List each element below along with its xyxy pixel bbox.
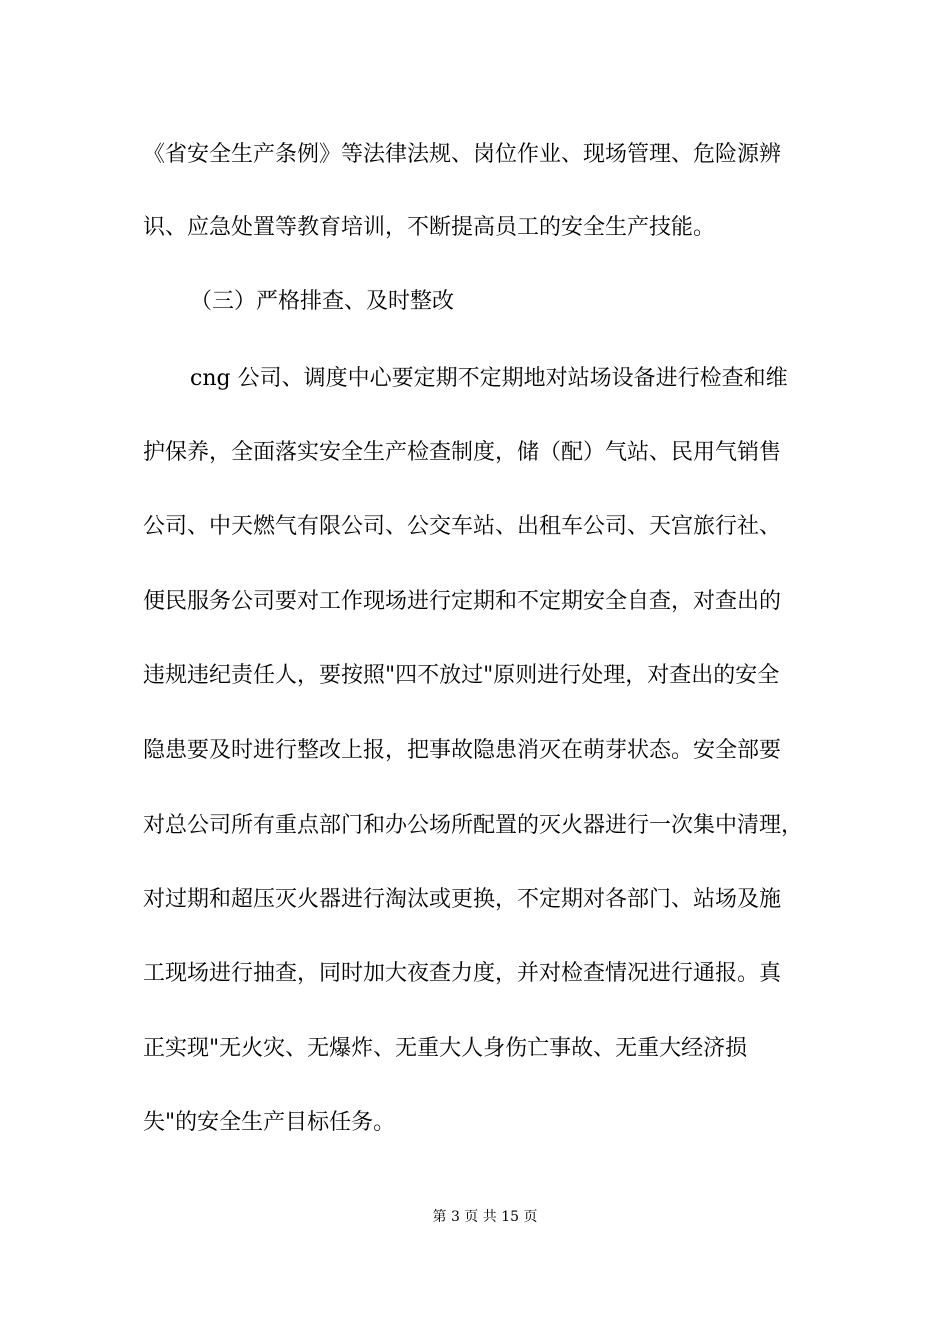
section-heading: （三）严格排查、及时整改 bbox=[190, 289, 455, 314]
text-line: 识、应急处置等教育培训，不断提高员工的安全生产技能。 bbox=[143, 215, 716, 240]
text-line: 公司、中天燃气有限公司、公交车站、出租车公司、天宫旅行社、 bbox=[143, 514, 782, 539]
text-line: 正实现"无火灾、无爆炸、无重大人身伤亡事故、无重大经济损 bbox=[143, 1036, 748, 1061]
text-line: 《省安全生产条例》等法律法规、岗位作业、现场管理、危险源辨 bbox=[143, 142, 782, 167]
page-number-footer: 第 3 页 共 15 页 bbox=[432, 1209, 538, 1225]
text-line: 对过期和超压灭火器进行淘汰或更换，不定期对各部门、站场及施 bbox=[143, 887, 782, 912]
text-line: cng 公司、调度中心要定期不定期地对站场设备进行检查和维 bbox=[190, 366, 788, 391]
text-line: 护保养，全面落实安全生产检查制度，储（配）气站、民用气销售 bbox=[143, 440, 782, 465]
text-line: 违规违纪责任人，要按照"四不放过"原则进行处理，对查出的安全 bbox=[143, 663, 780, 688]
text-line: 失"的安全生产目标任务。 bbox=[143, 1110, 396, 1135]
text-line: 隐患要及时进行整改上报，把事故隐患消灭在萌芽状态。安全部要 bbox=[143, 738, 782, 763]
text-line: 对总公司所有重点部门和办公场所配置的灭火器进行一次集中清理， bbox=[143, 813, 804, 838]
text-line: 便民服务公司要对工作现场进行定期和不定期安全自查，对查出的 bbox=[143, 589, 782, 614]
text-line: 工现场进行抽查，同时加大夜查力度，并对检查情况进行通报。真 bbox=[143, 961, 782, 986]
